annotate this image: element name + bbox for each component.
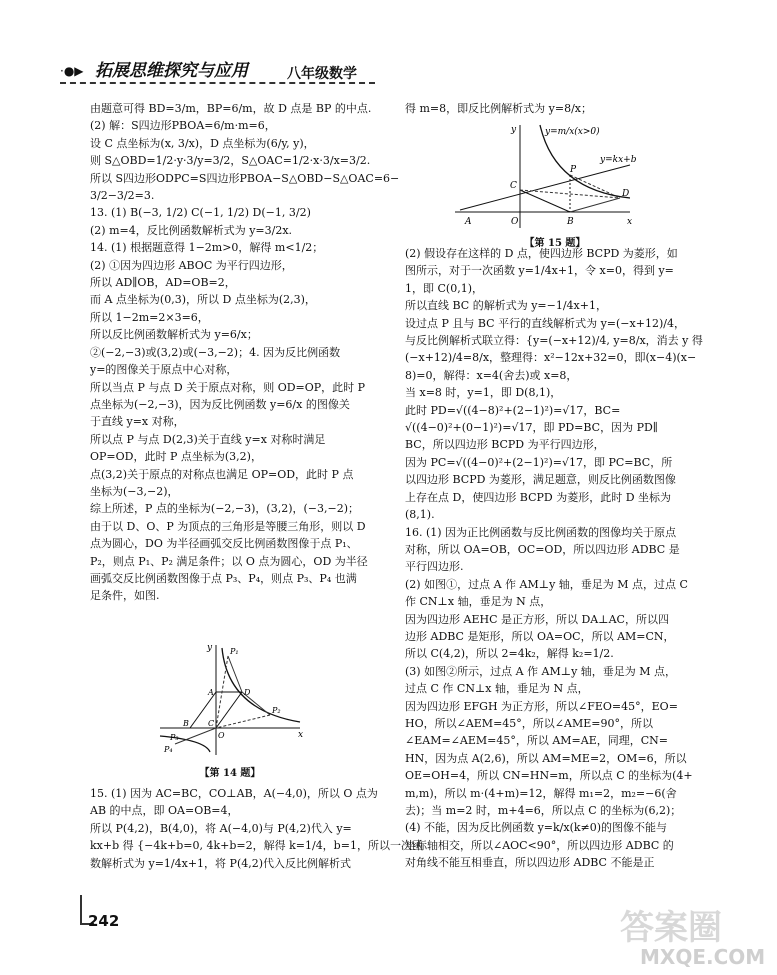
watermark-url: MXQE.COM <box>640 945 766 969</box>
right-column <box>405 245 735 872</box>
text-line: (2) 假设存在这样的 D 点，使四边形 BCPD 为菱形，如 <box>405 247 678 260</box>
fig15-a-label: A <box>465 217 472 227</box>
text-line: 由题意可得 BD=3/m，BP=6/m，故 D 点是 BP 的中点. <box>90 102 372 115</box>
figure-14-graph <box>150 640 310 760</box>
left-column-2 <box>90 785 423 872</box>
text-line: 过点 C 作 CN⊥x 轴，垂足为 N 点， <box>405 682 589 696</box>
text-line: 所以当点 P 与点 D 关于原点对称，则 OD=OP，此时 P <box>90 380 366 394</box>
right-column-top <box>405 100 735 117</box>
fig14-p4-label: P₄ <box>164 745 173 754</box>
text-line: m,m)，所以 m·(4+m)=12，解得 m₁=2，m₂=−6(舍 <box>405 786 677 800</box>
text-line: BC，所以四边形 BCPD 为平行四边形， <box>405 438 605 452</box>
fig15-o-label: O <box>511 217 519 227</box>
text-line: 图所示，对于一次函数 y=1/4x+1，令 x=0，得到 y= <box>405 264 674 278</box>
text-line: 点为圆心，DO 为半径画弧交反比例函数图像于点 P₁、 <box>90 537 358 551</box>
fig15-func2-label: y=kx+b <box>600 155 637 165</box>
figure-15-graph <box>455 120 655 230</box>
header-divider <box>60 82 375 84</box>
fig14-p3-label: P₃ <box>170 733 179 742</box>
text-line: 设过点 P 且与 BC 平行的直线解析式为 y=(−x+12)/4， <box>405 316 685 330</box>
text-line: 所以 AD∥OB，AD=OB=2， <box>90 276 236 290</box>
fig14-y-label: y <box>207 643 213 653</box>
header-title: 拓展思维探究与应用 <box>95 61 248 81</box>
text-line: 因为 PC=√((4−0)²+(2−1)²)=√17，即 PC=BC，所 <box>405 455 673 469</box>
fig15-y-label: y <box>511 125 517 135</box>
text-line: 所以 P(4,2)，B(4,0)，将 A(−4,0)与 P(4,2)代入 y= <box>90 821 352 835</box>
text-line: P₂，则点 P₁、P₂ 满足条件；以 O 点为圆心，OD 为半径 <box>90 554 368 568</box>
text-line: 所以点 P 与点 D(2,3)关于直线 y=x 对称时满足 <box>90 432 326 446</box>
text-line: (4) 不能，因为反比例函数 y=k/x(k≠0)的图像不能与 <box>405 821 668 835</box>
fig14-b-label: B <box>183 719 189 728</box>
text-line: 因为四边形 AEHC 是正方形，所以 DA⊥AC，所以四 <box>405 612 669 626</box>
text-line: (2) 解：S四边形PBOA=6/m·m=6， <box>90 119 276 133</box>
figure-14-caption: 【第 14 题】 <box>199 768 261 779</box>
text-line: 此时 PD=√((4−8)²+(2−1)²)=√17，BC= <box>405 403 621 417</box>
text-line: 所以反比例函数解析式为 y=6/x； <box>90 328 258 342</box>
text-line: (3) 如图②所示，过点 A 作 AM⊥y 轴，垂足为 M 点， <box>405 664 677 678</box>
text-line: 所以 S四边形ODPC=S四边形PBOA−S△OBD−S△OAC=6− <box>90 171 400 185</box>
text-line: 对角线不能互相垂直，所以四边形 ADBC 不能是正 <box>405 856 655 870</box>
text-line: OE=OH=4，所以 CN=HN=m，所以点 C 的坐标为(4+ <box>405 769 693 783</box>
text-line: 所以 1−2m=2×3=6， <box>90 310 209 324</box>
figure-15-caption: 【第 15 题】 <box>524 238 586 249</box>
fig15-c-label: C <box>510 181 517 191</box>
text-line: (8,1). <box>405 508 435 522</box>
text-line: kx+b 得 {−4k+b=0, 4k+b=2，解得 k=1/4，b=1，所以一次函 <box>90 839 423 853</box>
text-line: 坐标轴相交，所以∠AOC<90°，所以四边形 ADBC 的 <box>405 838 674 852</box>
text-line: 与反比例解析式联立得：{y=(−x+12)/4, y=8/x，消去 y 得 <box>405 334 703 348</box>
text-line: 上存在点 D，使四边形 BCPD 为菱形，此时 D 坐标为 <box>405 490 672 504</box>
text-line: 所以直线 BC 的解析式为 y=−1/4x+1， <box>405 299 607 313</box>
text-line: AB 的中点，即 OA=OB=4， <box>90 804 239 818</box>
text-line: 3/2−3/2=3. <box>90 189 155 203</box>
text-line: √((4−0)²+(0−1)²)=√17，即 PD=BC，因为 PD∥ <box>405 421 658 435</box>
watermark-logo: 答案圈 <box>620 908 722 948</box>
text-line: 而 A 点坐标为(0,3)，所以 D 点坐标为(2,3)， <box>90 293 316 307</box>
text-line: (−x+12)/4=8/x，整理得：x²−12x+32=0，即(x−4)(x− <box>405 351 697 365</box>
text-line: OP=OD，此时 P 点坐标为(3,2)， <box>90 450 262 464</box>
fig14-p1-label: P₁ <box>230 647 239 656</box>
figure-14 <box>150 640 310 780</box>
left-column <box>90 100 400 605</box>
text-line: 以四边形 BCPD 为菱形，满足题意，则反比例函数图像 <box>405 473 676 487</box>
header-dots-icon: ·●▶ <box>60 64 84 78</box>
text-line: 所以 C(4,2)，所以 2=4k₂，解得 k₂=1/2. <box>405 647 614 661</box>
fig15-p-label: P <box>570 165 577 175</box>
text-line: HN，因为点 A(2,6)，所以 AM=ME=2，OM=6，所以 <box>405 751 687 765</box>
fig14-a-label: A <box>208 688 214 697</box>
header-grade: 八年级数学 <box>287 66 357 82</box>
fig15-b-label: B <box>567 217 574 227</box>
fig15-func1-label: y=m/x(x>0) <box>545 127 600 137</box>
text-line: 作 CN⊥x 轴，垂足为 N 点， <box>405 595 552 609</box>
text-line: 8)=0，解得：x=4(舍去)或 x=8， <box>405 368 578 382</box>
text-line: 设 C 点坐标为(x, 3/x)，D 点坐标为(6/y, y)， <box>90 136 315 150</box>
figure-15 <box>455 120 655 250</box>
text-line: (2) 如图①，过点 A 作 AM⊥y 轴，垂足为 M 点，过点 C <box>405 577 688 591</box>
fig14-p2-label: P₂ <box>272 706 281 715</box>
text-line: (2) ①因为四边形 ABOC 为平行四边形， <box>90 258 293 272</box>
fig14-x-label: x <box>298 730 304 740</box>
fig14-c-label: C <box>208 719 215 728</box>
text-line: 1，即 C(0,1)， <box>405 281 483 295</box>
fig15-x-label: x <box>627 217 633 227</box>
text-line: 14. (1) 根据题意得 1−2m>0，解得 m<1/2； <box>90 241 324 255</box>
text-line: 13. (1) B(−3, 1/2) C(−1, 1/2) D(−1, 3/2) <box>90 206 311 220</box>
text-line: 去)；当 m=2 时，m+4=6，所以点 C 的坐标为(6,2)； <box>405 804 682 817</box>
fig14-o-label: O <box>218 731 225 740</box>
text-line: 点(3,2)关于原点的对称点也满足 OP=OD，此时 P 点 <box>90 467 354 481</box>
fig14-d-label: D <box>244 688 251 697</box>
text-line: 点坐标为(−2,−3)，因为反比例函数 y=6/x 的图像关 <box>90 397 350 411</box>
text-line: 则 S△OBD=1/2·y·3/y=3/2，S△OAC=1/2·x·3/x=3/2. <box>90 154 371 168</box>
text-line: 因为四边形 EFGH 为正方形，所以∠FEO=45°，EO= <box>405 699 678 713</box>
text-line: ②(−2,−3)或(3,2)或(−3,−2)；4. 因为反比例函数 <box>90 345 341 359</box>
text-line: (2) m=4，反比例函数解析式为 y=3/2x. <box>90 223 293 237</box>
text-line: 足条件，如图. <box>90 589 160 603</box>
text-line: 平行四边形. <box>405 560 464 574</box>
text-line: y=的图像关于原点中心对称， <box>90 363 238 377</box>
text-line: ∠EAM=∠AEM=45°，所以 AM=AE，同理，CN= <box>405 734 668 748</box>
text-line: 15. (1) 因为 AC=BC，CO⊥AB，A(−4,0)，所以 O 点为 <box>90 787 378 800</box>
text-line: 由于以 D、O、P 为顶点的三角形是等腰三角形，则以 D <box>90 519 366 533</box>
text-line: 综上所述，P 点的坐标为(−2,−3)，(3,2)，(−3,−2)； <box>90 502 359 516</box>
text-line: 坐标为(−3,−2)， <box>90 484 179 498</box>
page-number: 242 <box>88 912 120 930</box>
text-line: 得 m=8，即反比例解析式为 y=8/x； <box>405 102 592 115</box>
text-line: 对称，所以 OA=OB，OC=OD，所以四边形 ADBC 是 <box>405 542 680 556</box>
text-line: 边形 ADBC 是矩形，所以 OA=OC，所以 AM=CN， <box>405 629 675 643</box>
text-line: 16. (1) 因为正比例函数与反比例函数的图像均关于原点 <box>405 525 677 539</box>
text-line: 当 x=8 时，y=1，即 D(8,1)， <box>405 386 562 400</box>
text-line: 于直线 y=x 对称， <box>90 415 185 429</box>
text-line: 数解析式为 y=1/4x+1，将 P(4,2)代入反比例解析式 <box>90 856 352 870</box>
fig15-d-label: D <box>622 189 630 199</box>
text-line: 画弧交反比例函数图像于点 P₃、P₄，则点 P₃、P₄ 也满 <box>90 571 357 585</box>
text-line: HO，所以∠AEM=45°，所以∠AME=90°，所以 <box>405 716 653 730</box>
